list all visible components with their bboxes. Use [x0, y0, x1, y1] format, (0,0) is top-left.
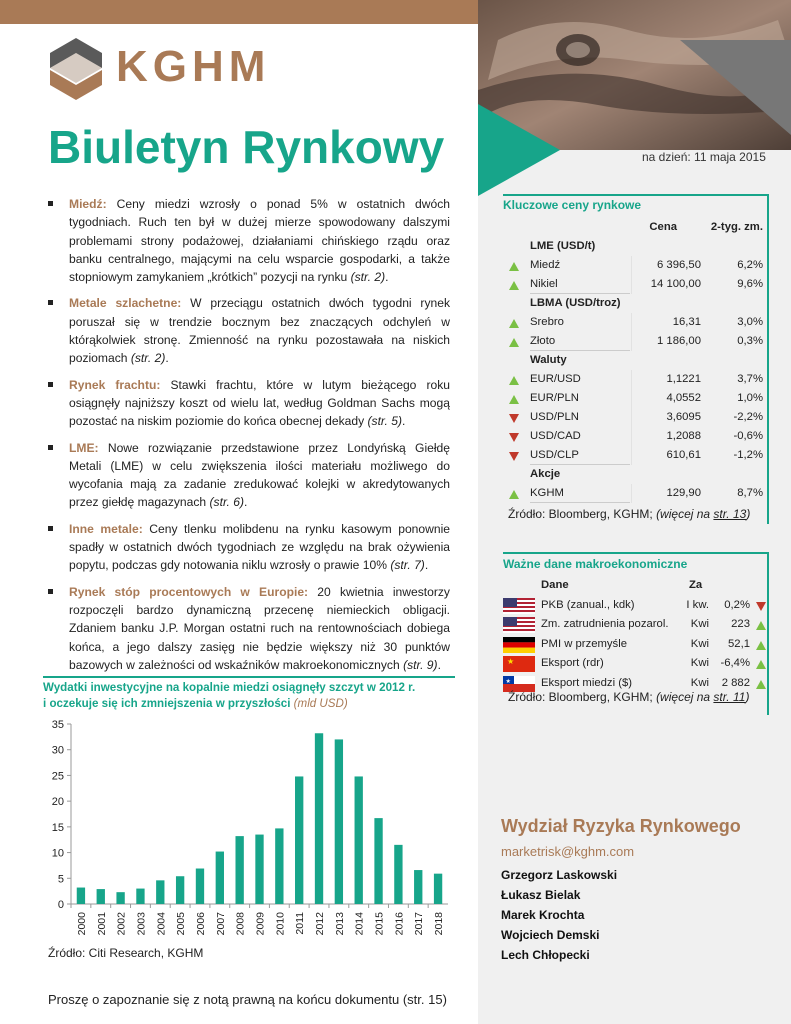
- chart-source: Źródło: Citi Research, KGHM: [48, 946, 204, 960]
- team-member: Marek Krochta: [501, 908, 585, 922]
- svg-text:★: ★: [505, 677, 511, 685]
- chart-title-line1: Wydatki inwestycyjne na kopalnie miedzi osiągnęły szczyt w 2012 r.: [43, 681, 416, 694]
- macro-period: Kwi: [690, 676, 709, 689]
- macro-source-link[interactable]: str. 11: [713, 690, 746, 704]
- x-tick-label: 2011: [294, 912, 307, 935]
- team-member: Grzegorz Laskowski: [501, 868, 618, 882]
- market-source-ref-pre: (więcej na: [656, 507, 714, 521]
- col-data-header: Dane: [541, 579, 569, 591]
- summary-bullet: [48, 520, 450, 575]
- bullet-heading: Metale szlachetne:: [69, 296, 182, 311]
- x-tick-label: 2000: [75, 912, 88, 936]
- market-change: -0,6%: [733, 430, 763, 442]
- macro-period: I kw.: [686, 598, 709, 611]
- market-source-text: Źródło: Bloomberg, KGHM;: [508, 507, 657, 521]
- us-flag-icon: [503, 598, 535, 614]
- bullet-page-ref: (str. 6): [209, 495, 245, 510]
- summary-bullets: [48, 195, 450, 682]
- market-prices-table: [503, 218, 765, 503]
- arrow-up-icon: [509, 490, 519, 499]
- macro-value: 2 882: [721, 676, 750, 689]
- column-divider: [631, 332, 632, 351]
- column-divider: [631, 256, 632, 275]
- market-row: [503, 332, 765, 351]
- col-price-header: Cena: [649, 221, 677, 233]
- market-price: 1 186,00: [657, 335, 701, 347]
- arrow-up-icon: [756, 660, 766, 669]
- arrow-up-icon: [509, 376, 519, 385]
- column-divider: [631, 446, 632, 465]
- market-price: 14 100,00: [650, 278, 701, 290]
- arrow-up-icon: [756, 641, 766, 650]
- us-flag-icon: [503, 617, 535, 633]
- arrow-up-icon: [509, 262, 519, 271]
- page-title: Biuletyn Rynkowy: [48, 121, 445, 173]
- market-group-label: LBMA (USD/troz): [530, 297, 621, 309]
- x-tick-label: 2016: [393, 912, 406, 936]
- market-row: [503, 313, 765, 332]
- column-divider: [631, 427, 632, 446]
- bar: [335, 739, 343, 904]
- market-price: 3,6095: [666, 411, 701, 423]
- bullet-heading: Rynek frachtu:: [69, 377, 161, 392]
- macro-value: -6,4%: [720, 657, 750, 669]
- bullet-page-ref: (str. 2): [130, 351, 166, 366]
- macro-indicator: Zm. zatrudnienia pozarol.: [541, 618, 669, 630]
- bullet-tail: .: [385, 270, 389, 285]
- market-change: 9,6%: [737, 278, 763, 290]
- market-box-top-line: [503, 194, 768, 196]
- macro-value: 52,1: [728, 637, 750, 650]
- x-tick-label: 2005: [175, 912, 188, 936]
- macro-source: [508, 690, 749, 704]
- macro-box-top-line: [503, 552, 768, 554]
- market-instrument: Srebro: [530, 316, 564, 328]
- market-source-link[interactable]: str. 13: [713, 507, 747, 521]
- bar: [434, 874, 442, 904]
- bar: [374, 818, 382, 904]
- x-tick-label: 2003: [135, 912, 148, 936]
- arrow-up-icon: [509, 281, 519, 290]
- macro-value: 0,2%: [724, 598, 750, 611]
- market-instrument: Złoto: [530, 335, 556, 347]
- summary-bullet: [48, 376, 450, 431]
- market-group-row: [503, 465, 765, 484]
- market-group-row: [503, 237, 765, 256]
- market-row: [503, 256, 765, 275]
- bullet-dot: [48, 445, 53, 450]
- market-price: 129,90: [666, 487, 701, 499]
- arrow-down-icon: [509, 452, 519, 461]
- bullet-tail: .: [437, 657, 441, 672]
- market-instrument: USD/CAD: [530, 430, 581, 442]
- teal-triangle-decoration: [478, 104, 560, 196]
- top-accent-bar: [0, 0, 478, 24]
- bullet-dot: [48, 526, 53, 531]
- bar: [196, 869, 204, 904]
- bullet-tail: .: [244, 495, 248, 510]
- x-tick-label: 2010: [274, 912, 287, 936]
- macro-row: [503, 615, 768, 635]
- market-source-ref: [656, 507, 750, 521]
- market-price: 6 396,50: [657, 259, 701, 271]
- bullet-tail: .: [402, 414, 406, 429]
- market-change: -1,2%: [733, 449, 763, 461]
- bar: [414, 870, 422, 904]
- macro-source-text: Źródło: Bloomberg, KGHM;: [508, 690, 657, 704]
- y-tick-label: 20: [51, 796, 64, 809]
- market-header-row: [503, 218, 765, 237]
- bullet-tail: .: [424, 558, 429, 573]
- arrow-down-icon: [509, 433, 519, 442]
- market-price: 610,61: [666, 449, 701, 461]
- x-tick-label: 2004: [155, 912, 168, 936]
- bullet-body: Nowe rozwiązanie przedstawione przez Londyńską Giełdę Metali (LME) w celu zwiększenia ilości materiału możliwego do wycofania mają za zadanie zredukować kolejki w akredytowanych przez giełdę magazynach: [69, 440, 450, 510]
- arrow-up-icon: [756, 680, 766, 689]
- market-instrument: Nikiel: [530, 278, 558, 290]
- macro-source-ref-pre: (więcej na: [656, 690, 714, 704]
- x-tick-label: 2009: [254, 912, 267, 936]
- bar: [77, 888, 85, 904]
- y-tick-label: 25: [51, 770, 64, 783]
- bullet-body: W przeciągu ostatnich dwóch tygodni rynek poruszał się w trendzie bocznym bez znaczących odchyleń w którąkolwiek stronę. Zmienność na rynku pozostawała na niskich poziomach: [69, 296, 450, 366]
- market-instrument: USD/CLP: [530, 449, 579, 461]
- bullet-tail: .: [165, 351, 169, 366]
- x-tick-label: 2006: [194, 912, 207, 936]
- summary-bullet: [48, 294, 450, 367]
- bar: [394, 845, 402, 904]
- macro-source-ref: [656, 690, 749, 704]
- logo-text: KGHM: [116, 42, 271, 91]
- x-tick-label: 2007: [214, 912, 227, 936]
- x-tick-label: 2018: [433, 912, 446, 936]
- capex-bar-chart: [43, 716, 453, 942]
- bar: [116, 892, 124, 904]
- market-source-ref-post: ): [746, 507, 751, 521]
- bullet-dot: [48, 382, 53, 387]
- chart-title-line2-wrap: [43, 696, 455, 712]
- bar: [255, 835, 263, 904]
- y-tick-label: 30: [51, 744, 64, 757]
- summary-bullet: [48, 583, 450, 674]
- market-change: 1,0%: [737, 392, 763, 404]
- column-divider: [631, 389, 632, 408]
- grey-triangle-decoration: [680, 40, 791, 135]
- summary-bullet: [48, 195, 450, 286]
- macro-row: [503, 596, 768, 616]
- x-tick-label: 2017: [413, 912, 426, 936]
- macro-indicator: Eksport (rdr): [541, 657, 604, 669]
- chart-title: [43, 676, 455, 712]
- bullet-heading: Miedź:: [69, 197, 107, 211]
- market-box-right-border: [767, 194, 769, 524]
- market-group-row: [503, 351, 765, 370]
- bullet-heading: LME:: [69, 440, 99, 455]
- bullet-dot: [48, 589, 53, 594]
- market-change: 6,2%: [737, 259, 763, 271]
- market-group-row: [503, 294, 765, 313]
- macro-header-row: [503, 576, 768, 596]
- team-member: Wojciech Demski: [501, 928, 600, 942]
- market-row: [503, 446, 765, 465]
- report-date: na dzień: 11 maja 2015: [642, 150, 766, 164]
- market-price: 4,0552: [666, 392, 701, 404]
- macro-source-ref-post: ): [745, 690, 750, 704]
- col-change-header: 2-tyg. zm.: [710, 221, 763, 233]
- macro-row: [503, 635, 768, 655]
- bullet-body: Stawki frachtu, które w lutym bieżącego roku osiągnęły najniższy koszt od wielu lat, według Goldman Sachs mogą pozostać na niskim poziomie do końca obecnej dekady: [69, 377, 450, 429]
- macro-period: Kwi: [690, 637, 709, 650]
- bullet-heading: Inne metale:: [69, 521, 143, 536]
- market-group-label: LME (USD/t): [530, 240, 596, 252]
- bullet-heading: Rynek stóp procentowych w Europie:: [69, 584, 309, 599]
- bullet-page-ref: (str. 5): [367, 414, 402, 429]
- bar: [97, 889, 105, 904]
- x-tick-label: 2001: [95, 912, 108, 936]
- svg-text:★: ★: [507, 657, 515, 666]
- market-box-title: Kluczowe ceny rynkowe: [503, 198, 642, 212]
- y-tick-label: 5: [57, 873, 64, 886]
- market-change: -2,2%: [733, 411, 763, 423]
- bullet-page-ref: (str. 9): [403, 657, 438, 672]
- chart-title-line2: i oczekuje się ich zmniejszenia w przyszłości: [43, 697, 291, 710]
- bar: [355, 776, 363, 904]
- macro-indicator: PKB (zanual., kdk): [541, 598, 635, 611]
- market-row: [503, 370, 765, 389]
- bar: [216, 852, 224, 904]
- market-row: [503, 427, 765, 446]
- market-instrument: KGHM: [530, 487, 564, 499]
- market-instrument: USD/PLN: [530, 411, 579, 423]
- macro-value: 223: [731, 618, 750, 630]
- team-member: Łukasz Bielak: [501, 888, 581, 902]
- china-flag-icon: [503, 656, 535, 672]
- macro-box-title: Ważne dane makroekonomiczne: [503, 557, 688, 571]
- bar: [136, 889, 144, 904]
- macro-row: [503, 654, 768, 674]
- bullet-page-ref: (str. 7): [390, 558, 425, 573]
- y-tick-label: 0: [57, 899, 64, 911]
- macro-data-table: [503, 576, 768, 693]
- arrow-down-icon: [756, 602, 766, 611]
- macro-period: Kwi: [690, 618, 709, 630]
- market-change: 0,3%: [737, 335, 763, 347]
- bullet-dot: [48, 201, 53, 206]
- market-price: 16,31: [672, 316, 701, 328]
- market-instrument: EUR/PLN: [530, 392, 579, 404]
- column-divider: [631, 313, 632, 332]
- arrow-down-icon: [509, 414, 519, 423]
- column-divider: [631, 370, 632, 389]
- y-tick-label: 35: [51, 719, 64, 731]
- bar: [176, 876, 184, 904]
- bullet-page-ref: (str. 2): [350, 270, 386, 285]
- market-price: 1,2088: [666, 430, 701, 442]
- summary-bullet: [48, 439, 450, 512]
- market-row: [503, 408, 765, 427]
- x-tick-label: 2012: [314, 912, 327, 936]
- market-price: 1,1221: [666, 373, 701, 385]
- macro-indicator: PMI w przemyśle: [541, 637, 627, 650]
- market-source: [508, 507, 750, 521]
- y-tick-label: 10: [51, 847, 64, 860]
- arrow-up-icon: [509, 395, 519, 404]
- market-instrument: EUR/USD: [530, 373, 581, 385]
- column-divider: [631, 484, 632, 503]
- macro-indicator: Eksport miedzi ($): [541, 676, 633, 689]
- x-tick-label: 2014: [353, 912, 366, 936]
- market-row: [503, 389, 765, 408]
- market-change: 3,7%: [737, 373, 763, 385]
- team-member: Lech Chłopecki: [501, 948, 590, 962]
- arrow-up-icon: [509, 319, 519, 328]
- legal-note: Proszę o zapoznanie się z notą prawną na końcu dokumentu (str. 15): [48, 992, 447, 1007]
- macro-period: Kwi: [690, 657, 709, 669]
- bullet-body: 20 kwietnia inwestorzy rozpoczęli bardzo dynamiczną przecenę niemieckich obligacji. Zdaniem banku J.P. Morgan ostatni ruch na rentownościach dobiega końca, a jego dalszy zasięg nie będzie większy niż 30 punktów bazowych w zależności od wskaźników makroekonomicznych: [69, 584, 450, 672]
- team-email-link[interactable]: marketrisk@kghm.com: [501, 844, 635, 859]
- arrow-up-icon: [509, 338, 519, 347]
- team-title: Wydział Ryzyka Rynkowego: [501, 816, 741, 836]
- market-change: 3,0%: [737, 316, 763, 328]
- x-tick-label: 2002: [115, 912, 128, 936]
- germany-flag-icon: [503, 637, 535, 653]
- market-group-label: Waluty: [530, 354, 567, 366]
- bar: [235, 836, 243, 904]
- bar: [275, 828, 283, 904]
- bar: [156, 880, 164, 904]
- market-instrument: Miedź: [530, 259, 561, 271]
- bullet-body: Ceny miedzi wzrosły o ponad 5% w ostatnich dwóch tygodniach. Ruch ten był w dużej mierze spowodowany dalszymi problemami strony podażowej, działaniami chińskiego rządu oraz banku centralnego, mającymi na celu wsparcie gospodarki, a także stopniowym zamykaniem „krótkich” pozycji na rynku: [69, 197, 450, 285]
- arrow-up-icon: [756, 621, 766, 630]
- bullet-body: Ceny tlenku molibdenu na rynku kasowym ponownie spadły w ostatnich dwóch tygodniach ze względu na brak ożywienia popytu, podczas gdy notowania niklu wzrosły o prawie 10%: [69, 521, 450, 573]
- col-freq-header: Za: [689, 579, 703, 591]
- column-divider: [631, 275, 632, 294]
- y-tick-label: 15: [51, 821, 64, 834]
- x-tick-label: 2013: [333, 912, 346, 936]
- bar: [315, 733, 323, 904]
- x-tick-label: 2008: [234, 912, 247, 936]
- kghm-logo-icon: [50, 38, 102, 100]
- group-separator: [530, 502, 630, 503]
- chart-unit: (mld USD): [293, 697, 348, 710]
- column-divider: [631, 408, 632, 427]
- market-change: 8,7%: [737, 487, 763, 499]
- bullet-dot: [48, 300, 53, 305]
- market-row: [503, 484, 765, 503]
- x-tick-label: 2015: [373, 912, 386, 936]
- market-row: [503, 275, 765, 294]
- bar: [295, 776, 303, 904]
- market-group-label: Akcje: [530, 468, 561, 480]
